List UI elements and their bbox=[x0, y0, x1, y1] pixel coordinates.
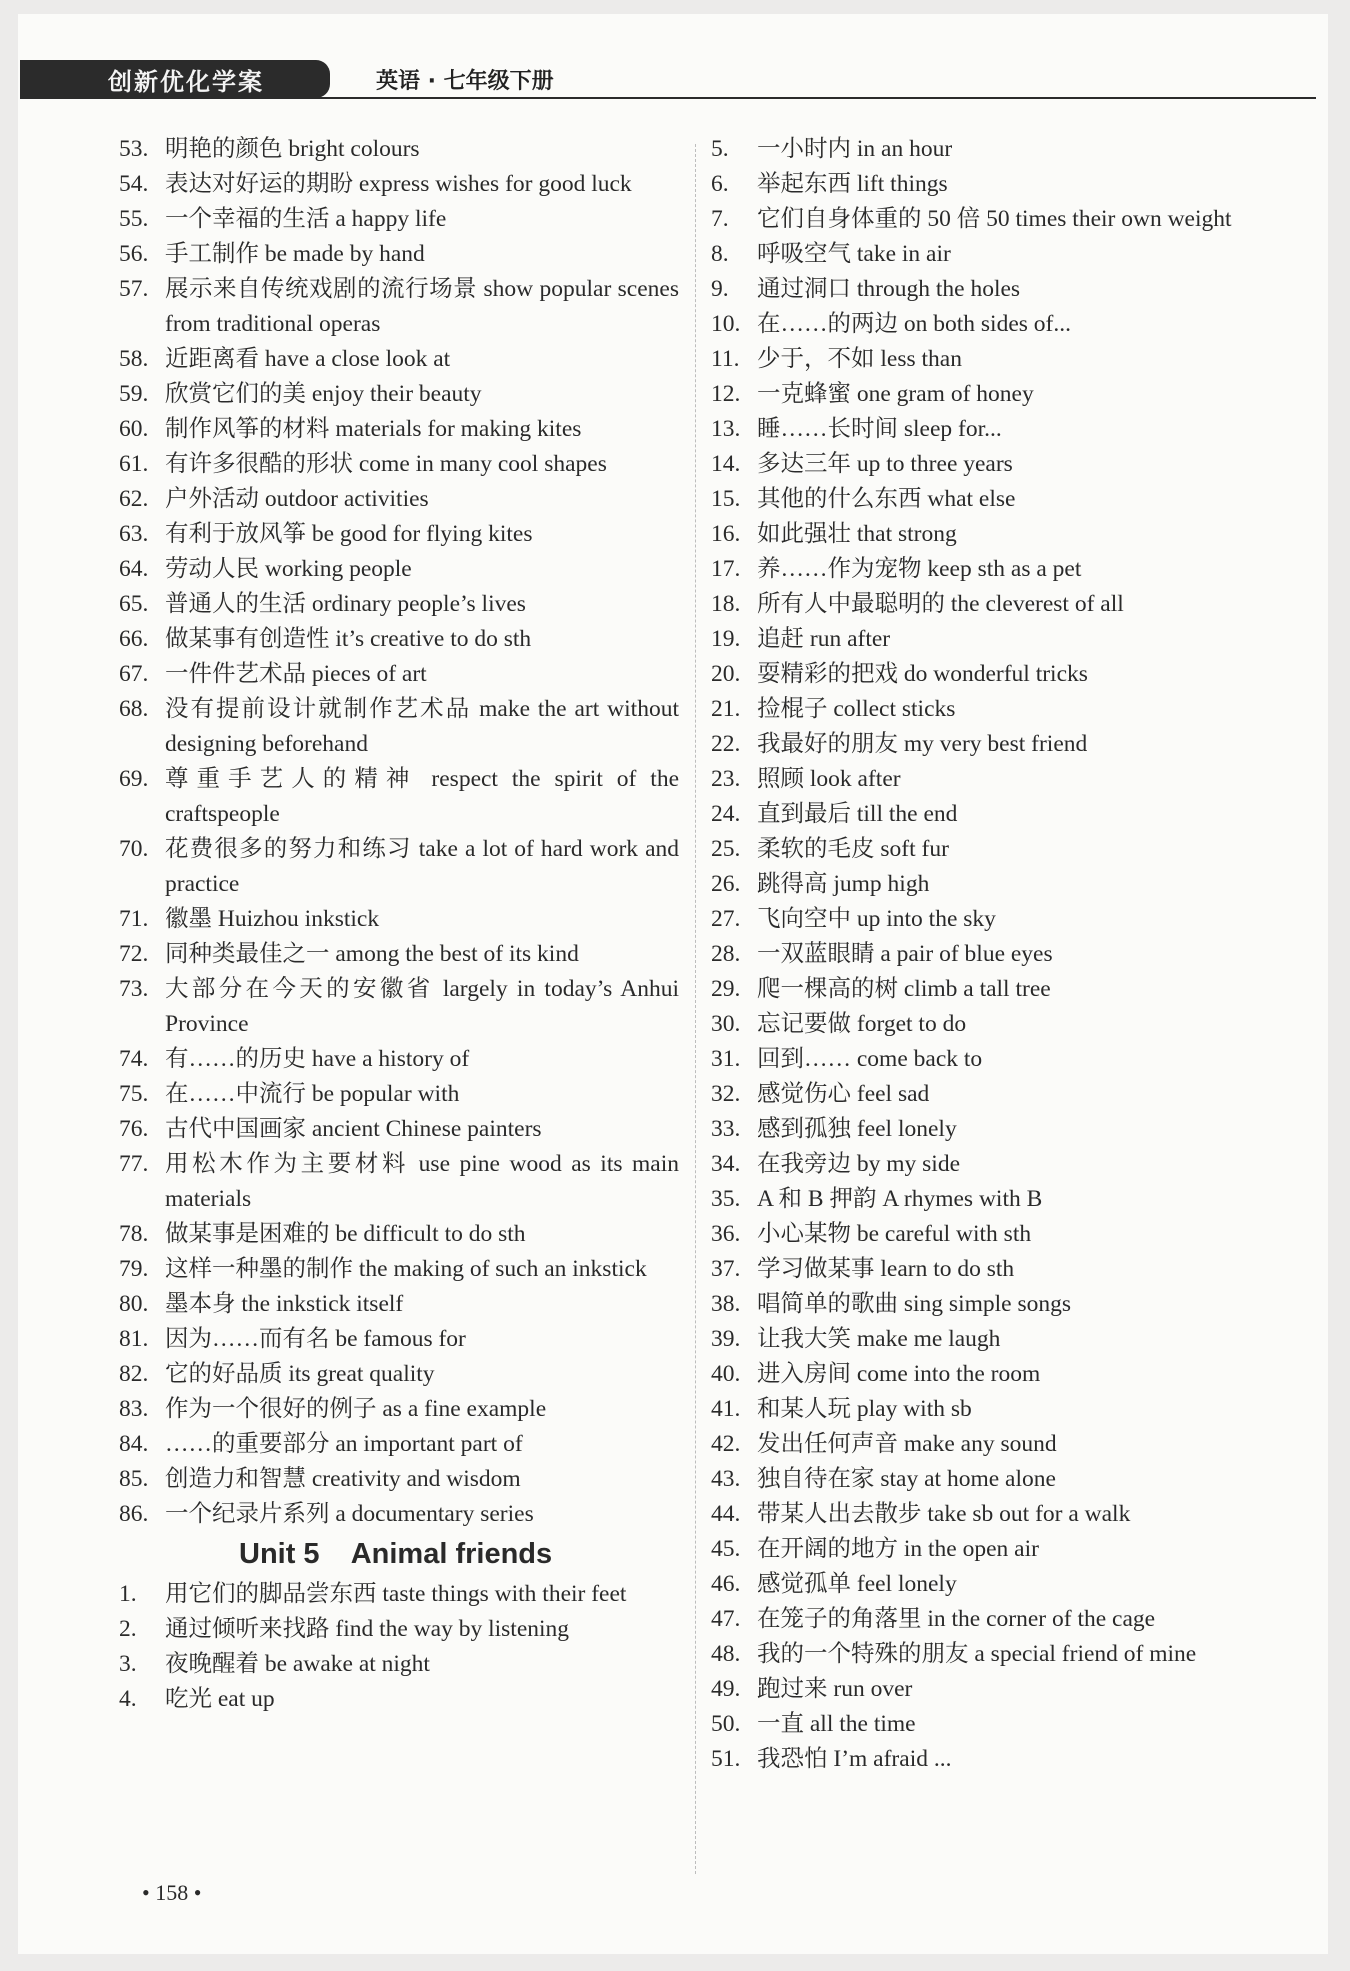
entry-text: 发出任何声音 make any sound bbox=[757, 1431, 1057, 1457]
entry-number: 85. bbox=[119, 1466, 149, 1492]
vocab-entry bbox=[119, 1042, 679, 1077]
entry-number: 69. bbox=[119, 766, 149, 792]
entry-number: 26. bbox=[711, 871, 741, 897]
entry-text: 其他的什么东西 what else bbox=[757, 486, 1016, 512]
entry-number: 1. bbox=[119, 1581, 137, 1607]
entry-text: 明艳的颜色 bright colours bbox=[165, 136, 420, 162]
vocab-entry bbox=[119, 1287, 679, 1322]
entry-text: A 和 B 押韵 A rhymes with B bbox=[757, 1186, 1043, 1212]
entry-text: 因为……而有名 be famous for bbox=[165, 1326, 466, 1352]
entry-number: 49. bbox=[711, 1676, 741, 1702]
entry-number: 24. bbox=[711, 801, 741, 827]
vocab-entry bbox=[119, 1462, 679, 1497]
right-column bbox=[711, 132, 1306, 1777]
entry-text: 忘记要做 forget to do bbox=[757, 1011, 967, 1037]
entry-number: 16. bbox=[711, 521, 741, 547]
entry-number: 50. bbox=[711, 1711, 741, 1737]
vocab-entry bbox=[711, 972, 1306, 1007]
entry-number: 4. bbox=[119, 1686, 137, 1712]
vocab-entry bbox=[119, 167, 679, 202]
entry-number: 53. bbox=[119, 136, 149, 162]
entry-number: 36. bbox=[711, 1221, 741, 1247]
entry-number: 64. bbox=[119, 556, 149, 582]
entry-text: 养……作为宠物 keep sth as a pet bbox=[757, 556, 1082, 582]
entry-text: 大部分在今天的安徽省 largely in today’s Anhui Province bbox=[165, 976, 679, 1037]
entry-number: 30. bbox=[711, 1011, 741, 1037]
entry-text: 户外活动 outdoor activities bbox=[165, 486, 429, 512]
entry-number: 39. bbox=[711, 1326, 741, 1352]
entry-number: 47. bbox=[711, 1606, 741, 1632]
entry-text: 感觉孤单 feel lonely bbox=[757, 1571, 957, 1597]
entry-number: 78. bbox=[119, 1221, 149, 1247]
entry-number: 37. bbox=[711, 1256, 741, 1282]
subject-title: 英语 · 七年级下册 bbox=[376, 69, 554, 94]
entry-text: 飞向空中 up into the sky bbox=[757, 906, 996, 932]
vocab-entry bbox=[711, 1392, 1306, 1427]
vocab-entry bbox=[711, 1427, 1306, 1462]
vocab-entry bbox=[119, 1427, 679, 1462]
entry-text: 劳动人民 working people bbox=[165, 556, 412, 582]
vocab-entry bbox=[711, 692, 1306, 727]
entry-number: 80. bbox=[119, 1291, 149, 1317]
vocab-entry bbox=[711, 1042, 1306, 1077]
entry-text: 小心某物 be careful with sth bbox=[757, 1221, 1032, 1247]
entry-text: 回到…… come back to bbox=[757, 1046, 983, 1072]
vocab-entry bbox=[119, 1392, 679, 1427]
book-title: 创新优化学案 bbox=[108, 67, 264, 96]
entry-text: 做某事是困难的 be difficult to do sth bbox=[165, 1221, 526, 1247]
entry-number: 13. bbox=[711, 416, 741, 442]
vocab-entry bbox=[711, 1637, 1306, 1672]
entry-number: 42. bbox=[711, 1431, 741, 1457]
entry-number: 66. bbox=[119, 626, 149, 652]
entry-text: 墨本身 the inkstick itself bbox=[165, 1291, 404, 1317]
vocab-entry bbox=[711, 1462, 1306, 1497]
vocab-entry bbox=[711, 797, 1306, 832]
vocab-entry bbox=[711, 1707, 1306, 1742]
entry-text: 用松木作为主要材料 use pine wood as its main materials bbox=[165, 1151, 679, 1212]
entry-number: 2. bbox=[119, 1616, 137, 1642]
entry-text: 吃光 eat up bbox=[165, 1686, 275, 1712]
entry-number: 76. bbox=[119, 1116, 149, 1142]
vocab-entry bbox=[711, 1252, 1306, 1287]
entry-text: 直到最后 till the end bbox=[757, 801, 958, 827]
entry-text: 在开阔的地方 in the open air bbox=[757, 1536, 1039, 1562]
entry-number: 15. bbox=[711, 486, 741, 512]
entry-number: 65. bbox=[119, 591, 149, 617]
entry-text: 通过洞口 through the holes bbox=[757, 276, 1021, 302]
entry-number: 14. bbox=[711, 451, 741, 477]
entry-text: 多达三年 up to three years bbox=[757, 451, 1013, 477]
vocab-entry bbox=[119, 202, 679, 237]
entry-text: 花费很多的努力和练习 take a lot of hard work and practice bbox=[165, 836, 679, 897]
entry-text: 夜晚醒着 be awake at night bbox=[165, 1651, 430, 1677]
vocab-entry bbox=[711, 587, 1306, 622]
vocab-entry bbox=[711, 167, 1306, 202]
vocab-entry bbox=[119, 412, 679, 447]
entry-text: 一个幸福的生活 a happy life bbox=[165, 206, 447, 232]
entry-text: 耍精彩的把戏 do wonderful tricks bbox=[757, 661, 1088, 687]
vocab-entry bbox=[119, 132, 679, 167]
entry-text: 近距离看 have a close look at bbox=[165, 346, 451, 372]
entry-number: 57. bbox=[119, 276, 149, 302]
vocab-entry bbox=[119, 1647, 679, 1682]
entry-text: 一克蜂蜜 one gram of honey bbox=[757, 381, 1034, 407]
vocab-entry bbox=[119, 937, 679, 972]
entry-number: 48. bbox=[711, 1641, 741, 1667]
entry-number: 83. bbox=[119, 1396, 149, 1422]
entry-number: 31. bbox=[711, 1046, 741, 1072]
entry-text: 我恐怕 I’m afraid ... bbox=[757, 1746, 952, 1772]
vocab-entry bbox=[711, 1287, 1306, 1322]
vocab-entry bbox=[711, 412, 1306, 447]
entry-number: 59. bbox=[119, 381, 149, 407]
entry-number: 18. bbox=[711, 591, 741, 617]
vocab-entry bbox=[711, 1322, 1306, 1357]
entry-text: 它们自身体重的 50 倍 50 times their own weight bbox=[757, 206, 1232, 232]
entry-number: 67. bbox=[119, 661, 149, 687]
vocab-entry bbox=[119, 237, 679, 272]
entry-text: 我的一个特殊的朋友 a special friend of mine bbox=[757, 1641, 1197, 1667]
entry-number: 63. bbox=[119, 521, 149, 547]
entry-number: 34. bbox=[711, 1151, 741, 1177]
vocab-entry bbox=[711, 1077, 1306, 1112]
entry-number: 33. bbox=[711, 1116, 741, 1142]
vocab-entry bbox=[711, 1112, 1306, 1147]
vocab-entry bbox=[711, 902, 1306, 937]
vocab-entry bbox=[119, 1077, 679, 1112]
entry-text: 一直 all the time bbox=[757, 1711, 916, 1737]
entry-number: 55. bbox=[119, 206, 149, 232]
entry-text: 没有提前设计就制作艺术品 make the art without designing beforehand bbox=[165, 696, 679, 757]
entry-text: 柔软的毛皮 soft fur bbox=[757, 836, 949, 862]
entry-text: 追赶 run after bbox=[757, 626, 891, 652]
entry-text: 有……的历史 have a history of bbox=[165, 1046, 470, 1072]
vocab-entry bbox=[119, 447, 679, 482]
entry-number: 77. bbox=[119, 1151, 149, 1177]
entry-number: 79. bbox=[119, 1256, 149, 1282]
vocab-entry bbox=[711, 1147, 1306, 1182]
entry-text: 同种类最佳之一 among the best of its kind bbox=[165, 941, 579, 967]
entry-number: 6. bbox=[711, 171, 729, 197]
entry-text: 学习做某事 learn to do sth bbox=[757, 1256, 1015, 1282]
entry-number: 45. bbox=[711, 1536, 741, 1562]
entry-text: 有利于放风筝 be good for flying kites bbox=[165, 521, 533, 547]
vocab-entry bbox=[119, 482, 679, 517]
vocab-entry bbox=[711, 202, 1306, 237]
vocab-entry bbox=[711, 237, 1306, 272]
entry-number: 9. bbox=[711, 276, 729, 302]
vocab-entry bbox=[119, 1357, 679, 1392]
entry-text: 独自待在家 stay at home alone bbox=[757, 1466, 1056, 1492]
vocab-entry bbox=[711, 867, 1306, 902]
entry-number: 71. bbox=[119, 906, 149, 932]
entry-text: 创造力和智慧 creativity and wisdom bbox=[165, 1466, 521, 1492]
entry-text: 照顾 look after bbox=[757, 766, 901, 792]
entry-text: 带某人出去散步 take sb out for a walk bbox=[757, 1501, 1131, 1527]
entry-number: 27. bbox=[711, 906, 741, 932]
vocab-entry bbox=[711, 657, 1306, 692]
left-column bbox=[119, 132, 679, 1717]
entry-text: 用它们的脚品尝东西 taste things with their feet bbox=[165, 1581, 627, 1607]
vocab-entry bbox=[711, 1357, 1306, 1392]
vocab-entry bbox=[119, 1577, 679, 1612]
entry-text: 手工制作 be made by hand bbox=[165, 241, 425, 267]
entry-text: 呼吸空气 take in air bbox=[757, 241, 951, 267]
entry-text: 欣赏它们的美 enjoy their beauty bbox=[165, 381, 482, 407]
entry-text: 唱简单的歌曲 sing simple songs bbox=[757, 1291, 1072, 1317]
vocab-entry bbox=[711, 1532, 1306, 1567]
vocab-entry bbox=[119, 1217, 679, 1252]
book-title-banner bbox=[20, 60, 330, 98]
entry-number: 43. bbox=[711, 1466, 741, 1492]
entry-number: 11. bbox=[711, 346, 740, 372]
entry-number: 84. bbox=[119, 1431, 149, 1457]
entry-number: 86. bbox=[119, 1501, 149, 1527]
entry-number: 40. bbox=[711, 1361, 741, 1387]
entry-text: 一个纪录片系列 a documentary series bbox=[165, 1501, 534, 1527]
entry-text: 捡棍子 collect sticks bbox=[757, 696, 956, 722]
column-divider bbox=[695, 144, 696, 1874]
entry-text: 少于，不如 less than bbox=[757, 346, 962, 372]
vocab-entry bbox=[119, 902, 679, 937]
entry-text: 做某事有创造性 it’s creative to do sth bbox=[165, 626, 532, 652]
entry-number: 81. bbox=[119, 1326, 149, 1352]
entry-text: 通过倾听来找路 find the way by listening bbox=[165, 1616, 570, 1642]
vocab-entry bbox=[119, 1322, 679, 1357]
entry-text: 举起东西 lift things bbox=[757, 171, 948, 197]
vocab-entry bbox=[119, 972, 679, 1042]
unit-heading: Unit 5 Animal friends bbox=[239, 1538, 553, 1570]
entry-text: 作为一个很好的例子 as a fine example bbox=[165, 1396, 547, 1422]
entry-number: 74. bbox=[119, 1046, 149, 1072]
entry-text: 睡……长时间 sleep for... bbox=[757, 416, 1002, 442]
vocab-entry bbox=[711, 377, 1306, 412]
entry-number: 7. bbox=[711, 206, 729, 232]
entry-number: 56. bbox=[119, 241, 149, 267]
vocab-entry bbox=[119, 1252, 679, 1287]
vocab-entry bbox=[711, 1007, 1306, 1042]
entry-text: 制作风筝的材料 materials for making kites bbox=[165, 416, 582, 442]
entry-text: 展示来自传统戏剧的流行场景 show popular scenes from traditional operas bbox=[165, 276, 679, 337]
entry-text: 表达对好运的期盼 express wishes for good luck bbox=[165, 171, 632, 197]
vocab-entry bbox=[119, 1147, 679, 1217]
vocab-entry bbox=[119, 1682, 679, 1717]
entry-text: 爬一棵高的树 climb a tall tree bbox=[757, 976, 1051, 1002]
vocab-entry bbox=[711, 1217, 1306, 1252]
entry-number: 75. bbox=[119, 1081, 149, 1107]
vocab-entry bbox=[711, 937, 1306, 972]
entry-number: 17. bbox=[711, 556, 741, 582]
entry-number: 60. bbox=[119, 416, 149, 442]
header-rule bbox=[20, 97, 1316, 99]
entry-number: 38. bbox=[711, 1291, 741, 1317]
entry-number: 58. bbox=[119, 346, 149, 372]
entry-text: 在笼子的角落里 in the corner of the cage bbox=[757, 1606, 1156, 1632]
entry-number: 44. bbox=[711, 1501, 741, 1527]
entry-number: 20. bbox=[711, 661, 741, 687]
vocab-entry bbox=[711, 1182, 1306, 1217]
entry-text: 让我大笑 make me laugh bbox=[757, 1326, 1001, 1352]
entry-text: 普通人的生活 ordinary people’s lives bbox=[165, 591, 526, 617]
vocab-entry bbox=[119, 272, 679, 342]
page-header bbox=[18, 60, 1328, 100]
entry-number: 25. bbox=[711, 836, 741, 862]
entry-number: 3. bbox=[119, 1651, 137, 1677]
vocab-entry bbox=[711, 272, 1306, 307]
entry-number: 10. bbox=[711, 311, 741, 337]
entry-number: 35. bbox=[711, 1186, 741, 1212]
entry-text: 所有人中最聪明的 the cleverest of all bbox=[757, 591, 1124, 617]
vocab-entry bbox=[711, 517, 1306, 552]
vocab-entry bbox=[711, 307, 1306, 342]
entry-text: 它的好品质 its great quality bbox=[165, 1361, 435, 1387]
entry-text: 一小时内 in an hour bbox=[757, 136, 953, 162]
entry-text: 古代中国画家 ancient Chinese painters bbox=[165, 1116, 542, 1142]
entry-number: 46. bbox=[711, 1571, 741, 1597]
vocab-entry bbox=[119, 657, 679, 692]
entry-number: 23. bbox=[711, 766, 741, 792]
vocab-entry bbox=[119, 377, 679, 412]
entry-number: 51. bbox=[711, 1746, 741, 1772]
vocab-entry bbox=[711, 1567, 1306, 1602]
vocab-entry bbox=[711, 1742, 1306, 1777]
vocab-entry bbox=[711, 762, 1306, 797]
entry-number: 5. bbox=[711, 136, 729, 162]
vocab-entry bbox=[119, 622, 679, 657]
entry-text: 有许多很酷的形状 come in many cool shapes bbox=[165, 451, 607, 477]
vocab-entry bbox=[711, 622, 1306, 657]
entry-number: 61. bbox=[119, 451, 149, 477]
page-number: • 158 • bbox=[142, 1880, 202, 1905]
entry-text: ……的重要部分 an important part of bbox=[165, 1431, 523, 1457]
entry-number: 73. bbox=[119, 976, 149, 1002]
entry-number: 70. bbox=[119, 836, 149, 862]
entry-text: 感到孤独 feel lonely bbox=[757, 1116, 957, 1142]
entry-number: 41. bbox=[711, 1396, 741, 1422]
vocab-entry bbox=[119, 1497, 679, 1532]
entry-text: 在我旁边 by my side bbox=[757, 1151, 961, 1177]
entry-text: 徽墨 Huizhou inkstick bbox=[165, 906, 380, 932]
entry-text: 感觉伤心 feel sad bbox=[757, 1081, 930, 1107]
vocab-entry bbox=[119, 587, 679, 622]
entry-text: 如此强壮 that strong bbox=[757, 521, 957, 547]
vocab-entry bbox=[711, 727, 1306, 762]
entry-number: 68. bbox=[119, 696, 149, 722]
vocab-entry bbox=[711, 552, 1306, 587]
entry-number: 72. bbox=[119, 941, 149, 967]
entry-text: 在……的两边 on both sides of... bbox=[757, 311, 1071, 337]
vocab-entry bbox=[119, 762, 679, 832]
entry-number: 82. bbox=[119, 1361, 149, 1387]
entry-text: 和某人玩 play with sb bbox=[757, 1396, 972, 1422]
entry-text: 尊重手艺人的精神 respect the spirit of the craftspeople bbox=[165, 766, 679, 827]
entry-text: 在……中流行 be popular with bbox=[165, 1081, 460, 1107]
vocab-entry bbox=[119, 692, 679, 762]
vocab-entry bbox=[119, 832, 679, 902]
entry-text: 跳得高 jump high bbox=[757, 871, 930, 897]
vocab-entry bbox=[711, 342, 1306, 377]
entry-text: 一双蓝眼睛 a pair of blue eyes bbox=[757, 941, 1053, 967]
vocab-entry bbox=[119, 517, 679, 552]
entry-text: 这样一种墨的制作 the making of such an inkstick bbox=[165, 1256, 647, 1282]
entry-number: 8. bbox=[711, 241, 729, 267]
entry-text: 一件件艺术品 pieces of art bbox=[165, 661, 427, 687]
vocab-entry bbox=[119, 552, 679, 587]
entry-number: 32. bbox=[711, 1081, 741, 1107]
vocab-entry bbox=[711, 132, 1306, 167]
vocab-entry bbox=[119, 342, 679, 377]
vocab-entry bbox=[711, 1672, 1306, 1707]
entry-text: 跑过来 run over bbox=[757, 1676, 913, 1702]
vocab-entry bbox=[711, 1602, 1306, 1637]
vocab-entry bbox=[119, 1612, 679, 1647]
entry-number: 54. bbox=[119, 171, 149, 197]
vocab-entry bbox=[711, 482, 1306, 517]
vocab-entry bbox=[711, 447, 1306, 482]
document-page bbox=[18, 14, 1328, 1954]
entry-number: 28. bbox=[711, 941, 741, 967]
vocab-entry bbox=[119, 1112, 679, 1147]
entry-text: 进入房间 come into the room bbox=[757, 1361, 1041, 1387]
entry-number: 62. bbox=[119, 486, 149, 512]
entry-number: 29. bbox=[711, 976, 741, 1002]
entry-number: 12. bbox=[711, 381, 741, 407]
vocab-entry bbox=[711, 832, 1306, 867]
entry-number: 22. bbox=[711, 731, 741, 757]
entry-number: 19. bbox=[711, 626, 741, 652]
vocab-entry bbox=[711, 1497, 1306, 1532]
entry-text: 我最好的朋友 my very best friend bbox=[757, 731, 1088, 757]
entry-number: 21. bbox=[711, 696, 741, 722]
